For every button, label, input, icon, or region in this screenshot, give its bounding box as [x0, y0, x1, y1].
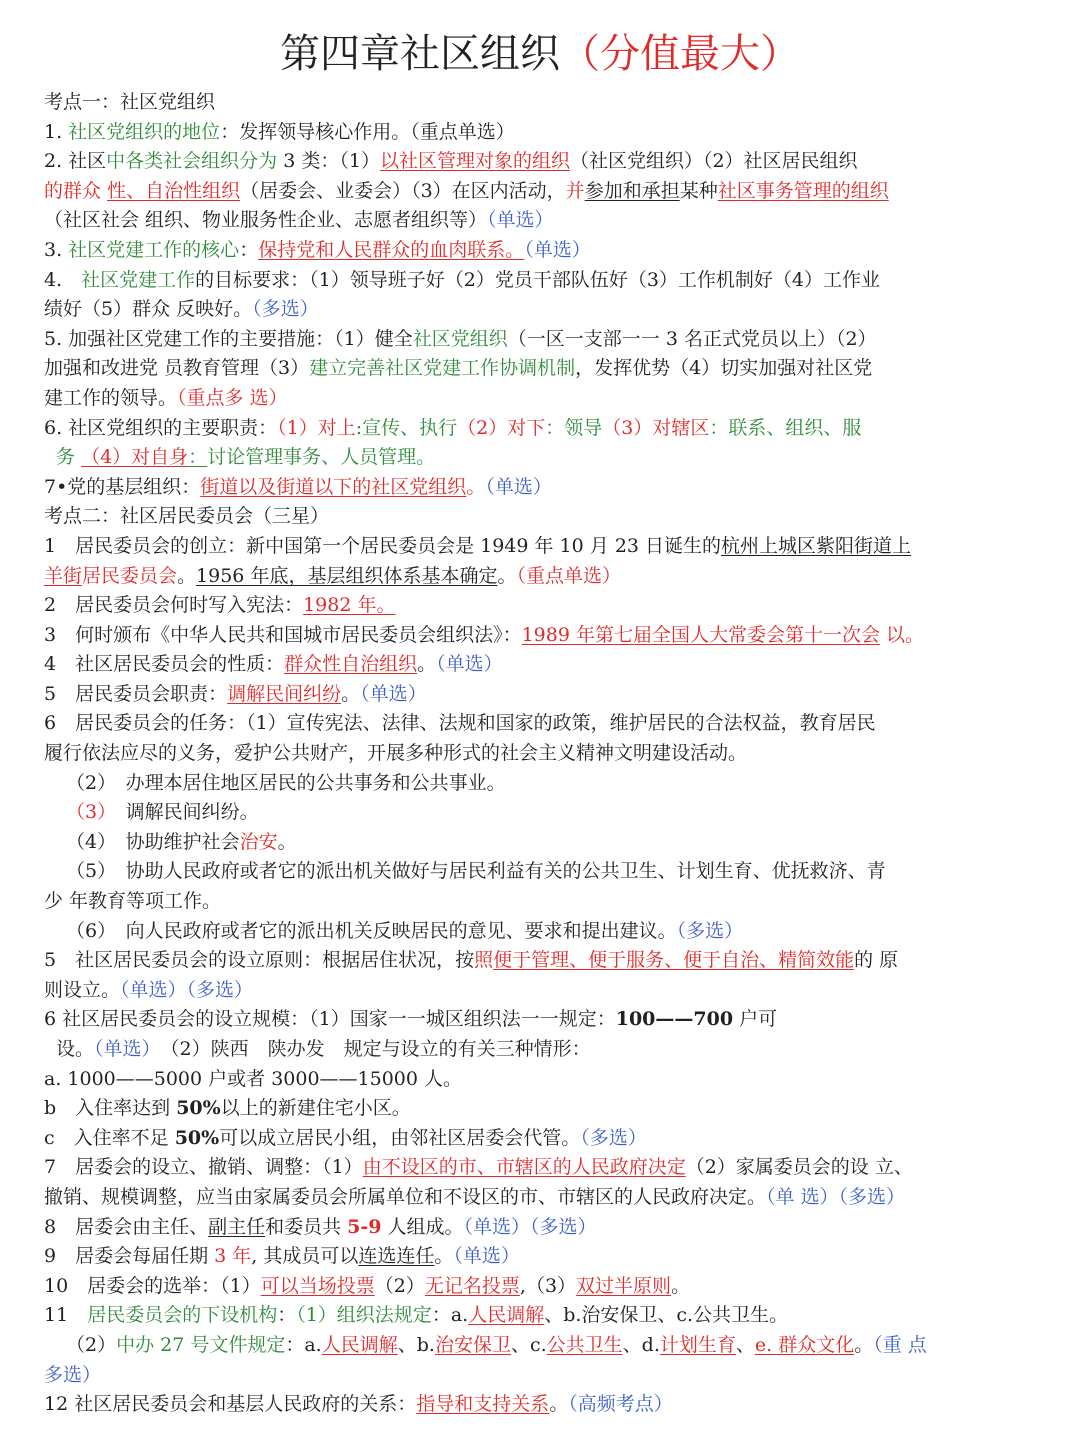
text-segment: （2）对下: [457, 416, 546, 439]
text-segment: 。: [854, 1333, 874, 1356]
text-line: [44, 1213, 1044, 1243]
text-segment: （3）对辖区: [602, 416, 710, 439]
text-line: [44, 1390, 1044, 1420]
text-segment: 1982 年。: [303, 594, 396, 617]
text-segment: （2）陕西 陕办发 规定与设立的有关三种情形：: [151, 1038, 591, 1060]
text-segment: 9 居委会每届任期: [44, 1245, 215, 1268]
text-segment: （3）: [66, 801, 107, 824]
text-line: [44, 414, 1044, 444]
text-segment: 。: [671, 1274, 691, 1297]
text-segment: （1）对上: [277, 416, 356, 439]
text-segment: 调解民间纠纷。: [106, 801, 259, 824]
text-segment: 的目标要求：（1）领导班子好（2）党员干部队伍好（3）工作机制好（4）工作业: [195, 268, 881, 291]
text-segment: 街道以及街道以下的社区党组织: [200, 475, 467, 498]
text-segment: 居民委员会的下设机构: [87, 1304, 278, 1327]
text-segment: 50%: [176, 1097, 221, 1120]
text-segment: 100——700: [615, 1008, 734, 1031]
text-segment: （4）对自身: [81, 446, 189, 469]
text-segment: （单选）: [436, 653, 503, 676]
text-segment: 3 年: [214, 1245, 252, 1268]
text-segment: （多选）: [580, 1126, 647, 1149]
text-segment: 。: [177, 564, 197, 587]
text-segment: 人民调解: [321, 1333, 398, 1356]
text-segment: 社区事务管理的组织: [717, 179, 889, 202]
text-segment: 。: [549, 1393, 569, 1416]
text-segment: ：: [239, 238, 259, 261]
text-line: [44, 1124, 1044, 1154]
text-segment: 3.: [44, 238, 69, 261]
text-segment: 少 年教育等项工作。: [44, 890, 222, 913]
text-segment: 50%: [174, 1126, 220, 1149]
notes-body: [44, 88, 1044, 1420]
text-segment: 、c.: [510, 1333, 547, 1356]
text-segment: 撤销、规模调整，应当由家属委员会所属单位和不设区的市、市辖区的人民政府决定。: [44, 1185, 767, 1208]
text-segment: 社区党组织的地位: [68, 120, 221, 143]
text-segment: （高频考点）: [568, 1393, 673, 1416]
text-segment: , 其成员可以: [251, 1245, 359, 1268]
text-segment: ：联系、组织、服: [709, 416, 862, 439]
text-segment: 并: [565, 179, 585, 202]
text-segment: （单选）: [485, 475, 552, 498]
text-segment: 3 何时颁布《中华人民共和国城市居民委员会组织法》：: [44, 623, 522, 646]
text-segment: 履行依法应尽的义务，爱护公共财产，开展多种形式的社会主义精神文明建设活动。: [44, 742, 748, 765]
text-segment: c 入住率不足: [44, 1126, 175, 1149]
text-segment: 人组成。: [381, 1215, 464, 1238]
text-line: [44, 857, 1044, 887]
text-segment: 2 居民委员会何时写入宪法：: [44, 594, 304, 617]
text-line: [44, 591, 1044, 621]
text-line: [44, 887, 1044, 917]
text-segment: 便于管理、便于服务、便于自治、精简效能: [493, 949, 855, 972]
text-segment: 4.: [44, 268, 82, 291]
text-segment: 由不设区的市、市辖区的人民政府决定: [362, 1156, 686, 1179]
text-segment: 6 社区居民委员会的设立规模：（1）国家一一城区组织法一一规定：: [44, 1008, 616, 1031]
text-segment: 务: [56, 446, 76, 469]
text-segment: :宣传、执行: [355, 416, 458, 439]
text-segment: 性、自治性组织: [107, 179, 241, 202]
text-segment: 12 社区居民委员会和基层人民政府的关系：: [44, 1393, 417, 1416]
text-segment: 1.: [44, 120, 69, 143]
text-segment: e. 群众文化: [754, 1333, 855, 1356]
text-line: [44, 709, 1044, 739]
text-segment: ,（3）: [519, 1274, 577, 1297]
text-segment: ：a.: [431, 1304, 469, 1327]
text-segment: 公共卫生: [546, 1333, 623, 1356]
text-segment: 1989 年第七届全国人大常委会第十一次会: [521, 623, 880, 646]
text-segment: 1956 年底，基层组织体系基本确定: [196, 564, 498, 587]
text-segment: （社区社会 组织、物业服务性企业、志愿者组织等）: [44, 209, 488, 232]
text-segment: 指导和支持关系: [416, 1393, 550, 1416]
text-line: [44, 1331, 1044, 1361]
text-segment: 人民调解: [468, 1304, 545, 1327]
text-segment: （2）: [66, 1333, 117, 1356]
text-line: [44, 266, 1044, 296]
text-segment: 的 原: [854, 949, 899, 972]
text-line: [44, 1035, 1044, 1065]
text-segment: 双过半原则: [576, 1274, 672, 1297]
text-segment: （社区党组织）（2）社区居民组织: [569, 150, 858, 173]
text-segment: b 入住率达到: [44, 1097, 177, 1120]
page-title: [0, 26, 1080, 82]
text-segment: 考点一：社区党组织: [44, 91, 216, 113]
text-segment: （单 选）（多选）: [766, 1185, 906, 1208]
text-segment: 以上的新建住宅小区。: [220, 1097, 411, 1120]
text-line: [44, 1183, 1044, 1213]
text-segment: （单选）: [487, 209, 554, 232]
text-segment: 可以当场投票: [260, 1274, 375, 1297]
text-segment: 绩好（5）群众 反映好。: [44, 298, 253, 321]
text-segment: 建立完善社区党建工作协调机制: [309, 357, 576, 380]
text-segment: 、d.: [622, 1333, 660, 1356]
text-segment: 则设立。: [44, 978, 121, 1001]
text-segment: 5 社区居民委员会的设立原则：根据居住状况，按: [44, 949, 475, 972]
text-segment: 。: [466, 475, 486, 498]
chapter-title-note: （分值最大）: [560, 31, 800, 77]
text-segment: 户可: [733, 1008, 778, 1031]
text-segment: 以。: [880, 623, 925, 646]
text-segment: 调解民间纠纷: [227, 682, 342, 705]
text-segment: 计划生育: [659, 1333, 736, 1356]
text-segment: （单选）: [524, 238, 591, 261]
text-segment: （多选）: [252, 298, 319, 321]
text-line: [44, 680, 1044, 710]
text-line: [44, 917, 1044, 947]
text-segment: 治安: [239, 830, 278, 853]
text-line: [44, 443, 1044, 473]
text-segment: （单选）（多选）: [463, 1215, 597, 1238]
text-segment: （4） 协助维护社会: [66, 830, 240, 853]
text-segment: 7•党的基层组织：: [44, 475, 201, 498]
text-segment: 建工作的领导。: [44, 386, 178, 409]
text-segment: （1）组织法规定: [296, 1304, 432, 1327]
text-line: [44, 532, 1044, 562]
text-line: [44, 1361, 1044, 1391]
text-segment: ：领导: [545, 416, 603, 439]
text-segment: ：a.: [285, 1333, 322, 1356]
text-line: [44, 88, 1044, 118]
text-segment: （单选）: [453, 1245, 520, 1268]
text-segment: 治安保卫: [434, 1333, 511, 1356]
text-segment: 2. 社区: [44, 150, 107, 173]
text-segment: 中办 27 号文件规定: [116, 1333, 286, 1356]
text-segment: ，发挥优势（4）切实加强对社区党: [575, 357, 873, 380]
text-segment: 中各类社会组织分为: [106, 150, 278, 173]
text-line: [44, 1153, 1044, 1183]
text-segment: 照: [474, 949, 494, 972]
text-line: [44, 650, 1044, 680]
text-segment: 副主任: [208, 1215, 266, 1238]
text-line: [44, 1242, 1044, 1272]
text-segment: （6） 向人民政府或者它的派出机关反映居民的意见、要求和提出建议。: [66, 919, 677, 942]
text-segment: （单选）: [94, 1038, 152, 1060]
text-segment: 5. 加强社区党建工作的主要措施：（1）健全: [44, 327, 413, 350]
text-line: [44, 739, 1044, 769]
text-segment: ：: [188, 446, 208, 469]
text-segment: 多选）: [44, 1363, 102, 1386]
text-line: [44, 354, 1044, 384]
text-segment: 。: [417, 653, 437, 676]
text-segment: 社区党组织: [412, 327, 508, 350]
text-segment: （重点单选）: [516, 564, 621, 587]
text-segment: （居委会、业委会）（3）在区内活动，: [240, 179, 566, 202]
text-segment: 参加和承担: [584, 179, 680, 202]
text-line: [44, 118, 1044, 148]
text-segment: 杭州上城区紫阳街道上: [721, 534, 912, 557]
text-segment: 11: [44, 1304, 88, 1327]
text-segment: 居民委员会: [82, 564, 178, 587]
text-segment: 以社区管理对象的组织: [379, 150, 570, 173]
chapter-title: 第四章社区组织: [280, 31, 560, 77]
text-line: [44, 1094, 1044, 1124]
text-segment: 、b.: [397, 1333, 435, 1356]
text-segment: （多选）: [676, 919, 744, 942]
text-line: [44, 798, 1044, 828]
text-segment: 5 居民委员会职责：: [44, 682, 228, 705]
text-segment: 10 居委会的选举：（1）: [44, 1274, 261, 1297]
text-segment: 。: [277, 830, 297, 853]
text-segment: ：: [277, 1304, 297, 1327]
text-segment: 某种: [679, 179, 718, 202]
text-line: [44, 946, 1044, 976]
text-segment: 社区党建工作: [81, 268, 196, 291]
text-line: [44, 325, 1044, 355]
text-line: [44, 769, 1044, 799]
text-line: [44, 1005, 1044, 1035]
text-segment: 4 社区居民委员会的性质：: [44, 653, 285, 676]
text-segment: 社区党建工作的核心: [68, 238, 240, 261]
text-segment: 。: [434, 1245, 454, 1268]
text-segment: 。: [341, 682, 361, 705]
text-segment: 无记名投票: [424, 1274, 520, 1297]
text-line: [44, 1301, 1044, 1331]
text-line: [44, 828, 1044, 858]
text-line: [44, 502, 1044, 532]
text-line: [44, 295, 1044, 325]
text-segment: （2）: [374, 1274, 425, 1297]
text-segment: 。: [497, 564, 517, 587]
text-line: [44, 1065, 1044, 1095]
text-segment: （一区一支部一一 3 名正式党员以上）（2）: [507, 327, 877, 350]
text-segment: 保持党和人民群众的血肉联系。: [258, 238, 525, 261]
text-segment: 设。: [56, 1038, 95, 1060]
text-segment: 7 居委会的设立、撤销、调整：（1）: [44, 1156, 363, 1179]
text-line: [44, 1272, 1044, 1302]
text-segment: （重 点: [873, 1333, 927, 1356]
text-line: [44, 621, 1044, 651]
text-line: [44, 177, 1044, 207]
text-segment: 可以成立居民小组，由邻社区居委会代管。: [219, 1126, 581, 1149]
text-segment: 1 居民委员会的创立：新中国第一个居民委员会是 1949 年 10 月 23 日诞生的: [44, 534, 722, 557]
text-segment: 6. 社区党组织的主要职责：: [44, 416, 278, 439]
text-line: [44, 384, 1044, 414]
text-segment: （重点多 选）: [177, 386, 288, 409]
text-line: [44, 473, 1044, 503]
text-segment: 连选连任: [358, 1245, 435, 1268]
text-segment: 、: [735, 1333, 755, 1356]
text-segment: （2） 办理本居住地区居民的公共事务和公共事业。: [66, 771, 506, 794]
text-segment: 加强和改进党 员教育管理（3）: [44, 357, 310, 380]
text-segment: a. 1000——5000 户或者 3000——15000 人。: [44, 1067, 463, 1090]
text-segment: 的群众: [44, 179, 102, 202]
text-line: [44, 206, 1044, 236]
text-segment: ：发挥领导核心作用。（重点单选）: [220, 120, 515, 143]
text-segment: 5-9: [347, 1215, 382, 1238]
text-line: [44, 562, 1044, 592]
text-line: [44, 236, 1044, 266]
text-segment: 羊街: [44, 564, 83, 587]
text-segment: （单选）: [360, 682, 427, 705]
text-segment: 考点二：社区居民委员会（三星）: [44, 505, 330, 528]
text-segment: 6 居民委员会的任务：（1）宣传宪法、法律、法规和国家的政策，维护居民的合法权益，教育居民: [44, 712, 876, 735]
text-segment: 讨论管理事务、人员管理。: [207, 446, 436, 469]
text-segment: 和委员共: [265, 1215, 348, 1238]
text-line: [44, 976, 1044, 1006]
text-segment: （单选）（多选）: [120, 978, 254, 1001]
text-segment: 、b.治安保卫、c.公共卫生。: [544, 1304, 789, 1327]
text-segment: 群众性自治组织: [284, 653, 418, 676]
text-segment: （2）家属委员会的设 立、: [685, 1156, 913, 1179]
text-segment: 3 类：（1）: [277, 150, 380, 173]
text-segment: 8 居委会由主任、: [44, 1215, 209, 1238]
text-segment: （5） 协助人民政府或者它的派出机关做好与居民利益有关的公共卫生、计划生育、优抚救济、青: [66, 860, 886, 883]
text-line: [44, 147, 1044, 177]
